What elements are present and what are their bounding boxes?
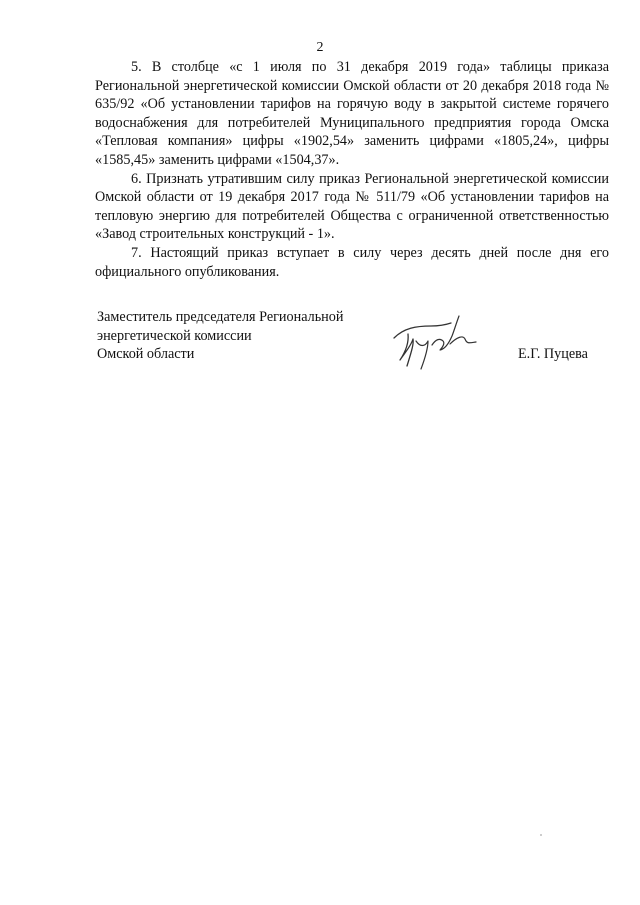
signer-title <box>97 308 387 364</box>
paragraph-5: 5. В столбце «с 1 июля по 31 декабря 2019 года» таблицы приказа Региональной энергетической комиссии Омской области от 20 декабря 2018 года № 635/92 «Об установлении тарифов на горячую воду в закрытой системе горячего водоснабжения для потребителей Муниципального предприятия города Омска «Тепловая компания» цифры «1902,54» заменить цифрами «1805,24», цифры «1585,45» заменить цифрами «1504,37». <box>95 59 609 168</box>
signer-title-line-2: энергетической комиссии <box>97 327 252 344</box>
page-number: 2 <box>316 40 324 55</box>
signer-title-line-3: Омской области <box>97 346 195 363</box>
signer-name: Е.Г. Пуцева <box>518 346 588 362</box>
signature-block <box>97 308 617 378</box>
signature-stroke-1 <box>394 323 451 338</box>
signature-stroke-2 <box>400 334 413 366</box>
paragraph-7: 7. Настоящий приказ вступает в силу через десять дней после дня его официального опубликования. <box>95 244 609 280</box>
document-body <box>95 58 609 281</box>
signature-stroke-4 <box>432 316 459 350</box>
signature-stroke-3 <box>416 341 428 369</box>
signer-title-line-1: Заместитель председателя Региональной <box>97 309 344 325</box>
signature-stroke-5 <box>450 337 476 344</box>
paragraph-6: 6. Признать утратившим силу приказ Региональной энергетической комиссии Омской области от 19 декабря 2017 года № 511/79 «Об установлении тарифов на тепловую энергию для потребителей Общества с ограниченной ответственностью «Завод строительных конструкций - 1». <box>95 170 609 243</box>
scan-speck <box>540 834 542 836</box>
handwritten-signature <box>387 308 487 374</box>
